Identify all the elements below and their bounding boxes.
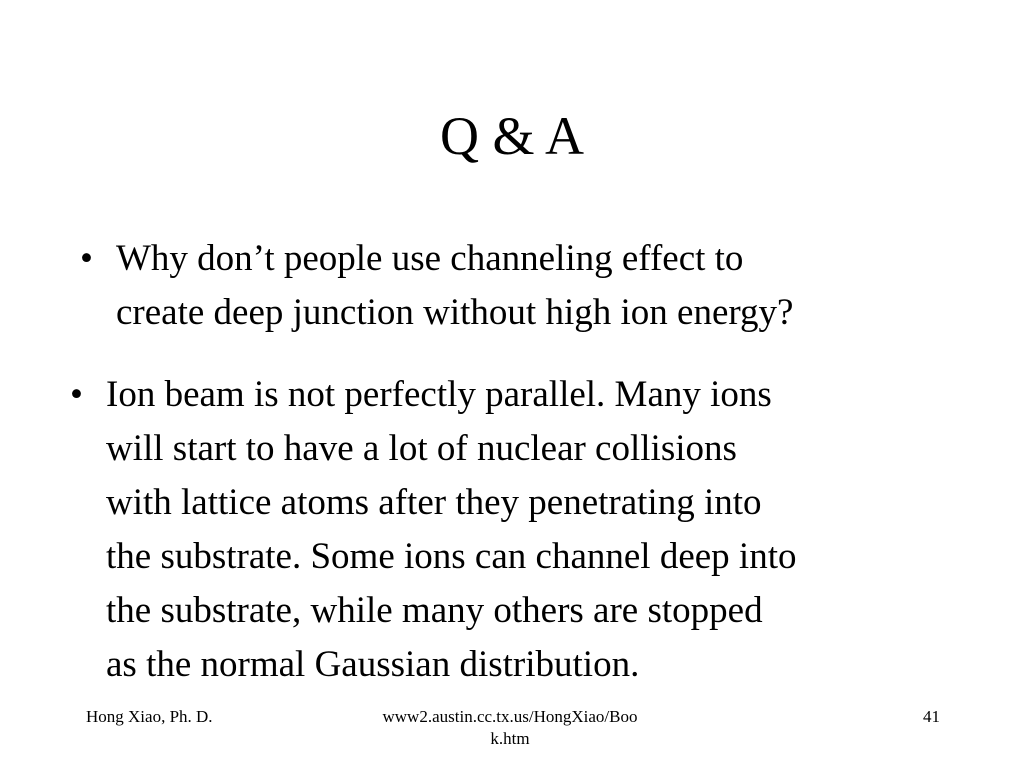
slide-title: Q & A <box>439 106 585 166</box>
question-bullet <box>80 232 980 340</box>
question-line-2: create deep junction without high ion energy? <box>116 292 794 333</box>
answer-line-2: will start to have a lot of nuclear collisions <box>106 428 737 469</box>
answer-line-3: with lattice atoms after they penetrating into <box>106 482 762 523</box>
answer-line-6: as the normal Gaussian distribution. <box>106 644 640 685</box>
answer-line-4: the substrate. Some ions can channel deep into <box>106 536 797 577</box>
bullet-icon: • <box>70 374 83 415</box>
footer-url-line-2: k.htm <box>490 729 530 748</box>
answer-line-5: the substrate, while many others are stopped <box>106 590 763 631</box>
question-line-1: Why don’t people use channeling effect to <box>116 238 744 279</box>
question-text <box>116 232 980 340</box>
footer-url-line-1: www2.austin.cc.tx.us/HongXiao/Boo <box>382 707 638 726</box>
page-number: 41 <box>923 707 940 726</box>
bullet-icon: • <box>80 238 93 279</box>
footer-author: Hong Xiao, Ph. D. <box>86 707 213 726</box>
footer-url <box>340 706 680 750</box>
answer-bullet <box>70 368 1000 692</box>
answer-text <box>106 368 1000 692</box>
answer-line-1: Ion beam is not perfectly parallel. Many ions <box>106 374 772 415</box>
